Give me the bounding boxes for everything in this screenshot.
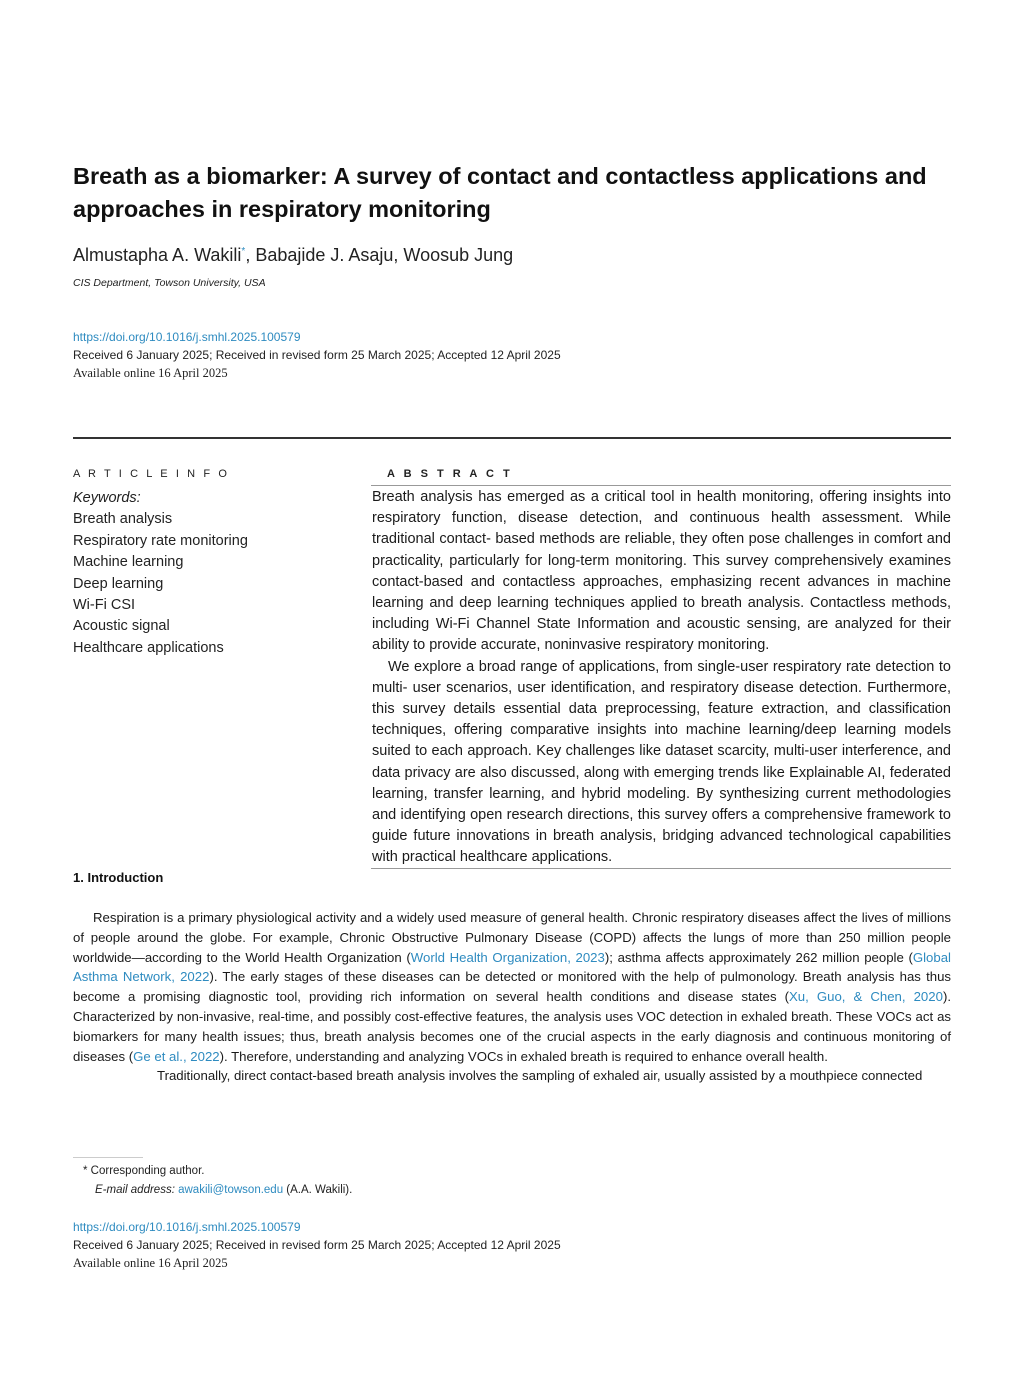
introduction-body — [73, 908, 951, 1086]
article-meta-bottom — [73, 1218, 561, 1272]
keywords-label: Keywords: — [73, 490, 141, 506]
corresponding-author-mark[interactable]: * — [241, 246, 246, 257]
author-list — [73, 243, 513, 267]
abstract-bottom-rule — [371, 868, 951, 869]
citation-link[interactable]: World Health Organization, 2023 — [410, 949, 605, 965]
citation-link[interactable]: Global Asthma Network, 2022 — [73, 949, 951, 985]
intro-paragraph: Traditionally, direct contact-based breath analysis involves the sampling of exhaled air, usually assisted by a mouthpiece connected — [157, 1068, 923, 1084]
doi-link[interactable]: https://doi.org/10.1016/j.smhl.2025.100579 — [73, 330, 301, 344]
keywords-list — [73, 488, 248, 659]
paper-title: Breath as a biomarker: A survey of contact and contactless applications and approaches in respiratory monitoring — [73, 163, 927, 222]
abstract-paragraph: We explore a broad range of applications, from single-user respiratory rate detection to multi- user scenarios, user identification, and respiratory disease detection. Furthermore, this survey details essential data preprocessing, feature extraction, and classification techniques, offering comparative insights into machine learning/deep learning models suited to each approach. Key challenges like dataset scarcity, multi-user interference, and data privacy are also discussed, along with emerging trends like Explainable AI, federated learning, transfer learning, and hybrid modeling. By synthesizing current methodologies and identifying open research directions, this survey offers a comprehensive framework to guide future innovations in breath analysis, bridging advanced technological capabilities with practical healthcare applications. — [372, 658, 951, 866]
header-divider — [73, 437, 951, 439]
email-suffix: (A.A. Wakili). — [283, 1184, 353, 1196]
received-dates: Received 6 January 2025; Received in revised form 25 March 2025; Accepted 12 April 2025 — [73, 1238, 561, 1252]
article-meta-top — [73, 328, 561, 382]
intro-paragraph: Respiration is a primary physiological activity and a widely used measure of general health. Chronic respiratory diseases affect the lives of millions of people around the globe. For example, Chronic Obstructive Pulmonary Disease (COPD) affects the lungs of more than 250 million people worldwide—according to the World Health Organization (World Health Organization, 2023); asthma affects approximately 262 million people (Global Asthma Network, 2022). The early stages of these diseases can be detected or monitored with the help of pulmonology. Breath analysis has thus become a promising diagnostic tool, providing rich information on several health conditions and disease states (Xu, Guo, & Chen, 2020). Characterized by non-invasive, real-time, and possibly cost-effective features, the analysis uses VOC detection in exhaled breath. These VOCs act as biomarkers for many health issues; thus, breath analysis becomes one of the crucial aspects in the early diagnosis and continuous monitoring of diseases (Ge et al., 2022). Therefore, understanding and analyzing VOCs in exhaled breath is required to enhance overall health. — [73, 910, 951, 1064]
footnote — [83, 1162, 352, 1200]
footnote-divider — [73, 1157, 143, 1158]
author-rest: , Babajide J. Asaju, Woosub Jung — [245, 245, 514, 265]
email-link[interactable]: awakili@towson.edu — [178, 1184, 284, 1196]
keyword-item: Machine learning — [73, 554, 184, 571]
citation-link[interactable]: Ge et al., 2022 — [133, 1048, 220, 1064]
abstract-paragraph: Breath analysis has emerged as a critical tool in health monitoring, offering insights into respiratory function, disease detection, and continuous health assessment. While traditional contact- based methods are reliable, they often pose challenges in comfort and practicality, particularly for long-term monitoring. This survey comprehensively examines contact-based and contactless approaches, emphasizing recent advances in machine learning and deep learning techniques applied to breath analysis. Contactless methods, including Wi-Fi Channel State Information and acoustic sensing, are analyzed for their ability to provide accurate, noninvasive respiratory monitoring. — [372, 489, 951, 654]
section-heading-introduction: 1. Introduction — [73, 870, 164, 885]
citation-link[interactable]: Xu, Guo, & Chen, 2020 — [789, 989, 943, 1005]
abstract-heading: A B S T R A C T — [387, 468, 513, 480]
corresponding-author-note: * Corresponding author. — [83, 1165, 205, 1177]
keyword-item: Deep learning — [73, 575, 164, 592]
keyword-item: Breath analysis — [73, 511, 173, 528]
email-label: E-mail address: — [95, 1184, 175, 1196]
author-first[interactable]: Almustapha A. Wakili — [73, 245, 242, 265]
article-page — [73, 0, 951, 1397]
available-online: Available online 16 April 2025 — [73, 1256, 228, 1270]
keyword-item: Acoustic signal — [73, 618, 170, 635]
keyword-item: Healthcare applications — [73, 639, 224, 656]
email-line — [83, 1181, 352, 1200]
abstract-top-rule — [371, 485, 951, 486]
abstract-body — [372, 487, 951, 869]
affiliation: CIS Department, Towson University, USA — [73, 277, 266, 289]
keyword-item: Respiratory rate monitoring — [73, 532, 248, 549]
received-dates: Received 6 January 2025; Received in revised form 25 March 2025; Accepted 12 April 2025 — [73, 348, 561, 362]
available-online: Available online 16 April 2025 — [73, 366, 228, 380]
keyword-item: Wi-Fi CSI — [73, 597, 136, 614]
article-info-heading: A R T I C L E I N F O — [73, 468, 230, 480]
doi-link[interactable]: https://doi.org/10.1016/j.smhl.2025.100579 — [73, 1220, 301, 1234]
